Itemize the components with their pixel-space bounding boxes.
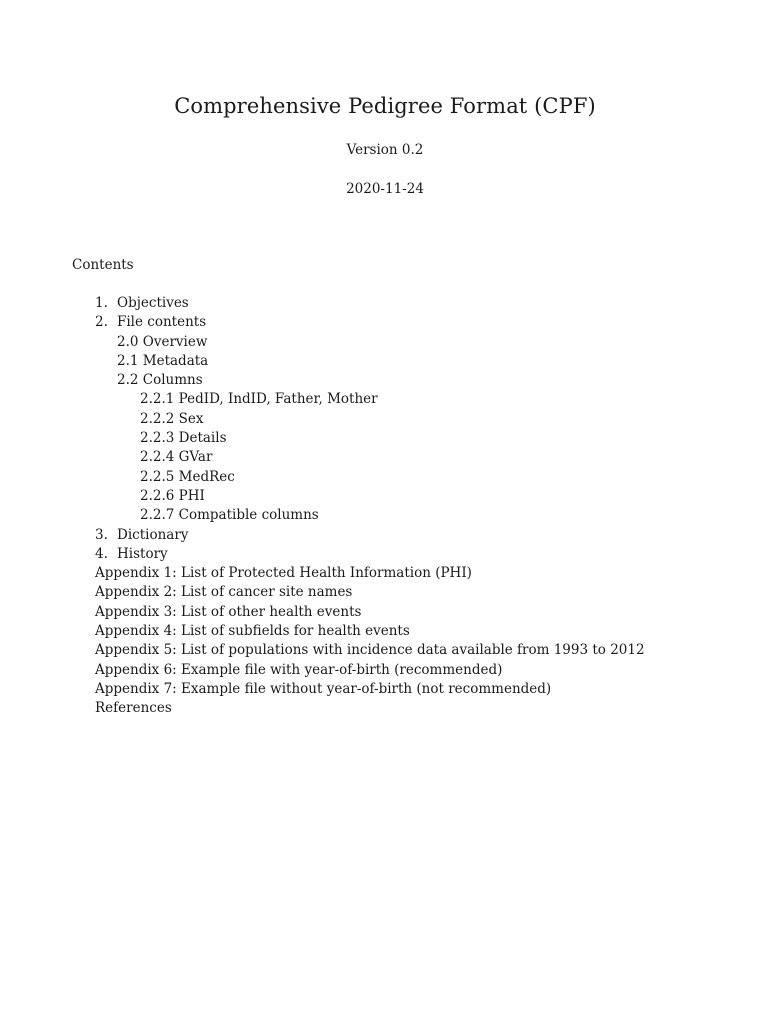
toc-entry-label: 2.2.1 PedID, IndID, Father, Mother [140, 391, 378, 408]
toc-entry[interactable] [0, 371, 770, 390]
toc-entry-label: 2.2.3 Details [140, 430, 227, 447]
toc-entry[interactable] [0, 564, 770, 583]
toc-entry-label: Appendix 2: List of cancer site names [95, 584, 353, 601]
toc-entry-label: Dictionary [117, 526, 189, 543]
toc-entry[interactable] [0, 699, 770, 718]
toc-entry[interactable] [0, 526, 770, 545]
toc-entry[interactable] [0, 641, 770, 660]
toc-entry[interactable] [0, 680, 770, 699]
toc-entry[interactable] [0, 333, 770, 352]
document-title: Comprehensive Pedigree Format (CPF) [174, 94, 596, 118]
toc-entry[interactable] [0, 622, 770, 641]
toc-entry[interactable] [0, 603, 770, 622]
toc-entry[interactable] [0, 487, 770, 506]
toc-entry[interactable] [0, 448, 770, 467]
contents-heading: Contents [72, 257, 134, 273]
toc-entry-label: 2.2.2 Sex [140, 410, 204, 427]
toc-entry-label: Appendix 1: List of Protected Health Information (PHI) [95, 565, 472, 582]
toc-entry-number: 4. [95, 545, 108, 562]
toc-entry[interactable] [0, 583, 770, 602]
table-of-contents [0, 294, 770, 719]
toc-entry-label: 2.0 Overview [117, 333, 208, 350]
toc-entry-label: Appendix 6: Example file with year-of-birth (recommended) [95, 661, 503, 678]
toc-entry-number: 2. [95, 314, 108, 331]
toc-entry-label: 2.2.7 Compatible columns [140, 507, 319, 524]
toc-entry-label: 2.2.6 PHI [140, 487, 205, 504]
document-version: Version 0.2 [346, 142, 424, 158]
toc-entry[interactable] [0, 661, 770, 680]
toc-entry-number: 1. [95, 295, 108, 311]
toc-entry[interactable] [0, 468, 770, 487]
toc-entry-label: Appendix 5: List of populations with incidence data available from 1993 to 2012 [95, 642, 645, 659]
toc-entry[interactable] [0, 506, 770, 525]
toc-entry[interactable] [0, 410, 770, 429]
toc-entry-label: 2.2.4 GVar [140, 449, 213, 466]
toc-entry-label: 2.2 Columns [117, 372, 203, 389]
toc-entry-label: Objectives [117, 295, 189, 311]
toc-entry-label: 2.1 Metadata [117, 352, 209, 369]
document-date: 2020-11-24 [346, 181, 424, 197]
toc-entry-label: File contents [117, 314, 207, 331]
toc-entry[interactable] [0, 313, 770, 332]
toc-entry[interactable] [0, 545, 770, 564]
toc-entry[interactable] [0, 294, 770, 313]
toc-entry-label: Appendix 4: List of subfields for health events [95, 623, 410, 640]
toc-entry-label: Appendix 3: List of other health events [95, 603, 362, 620]
toc-entry[interactable] [0, 390, 770, 409]
toc-entry[interactable] [0, 429, 770, 448]
toc-entry-label: Appendix 7: Example file without year-of-birth (not recommended) [95, 680, 552, 697]
toc-entry-label: History [117, 545, 168, 562]
toc-entry[interactable] [0, 352, 770, 371]
toc-entry-label: 2.2.5 MedRec [140, 468, 235, 485]
toc-entry-label: References [95, 700, 172, 717]
toc-entry-number: 3. [95, 526, 108, 543]
